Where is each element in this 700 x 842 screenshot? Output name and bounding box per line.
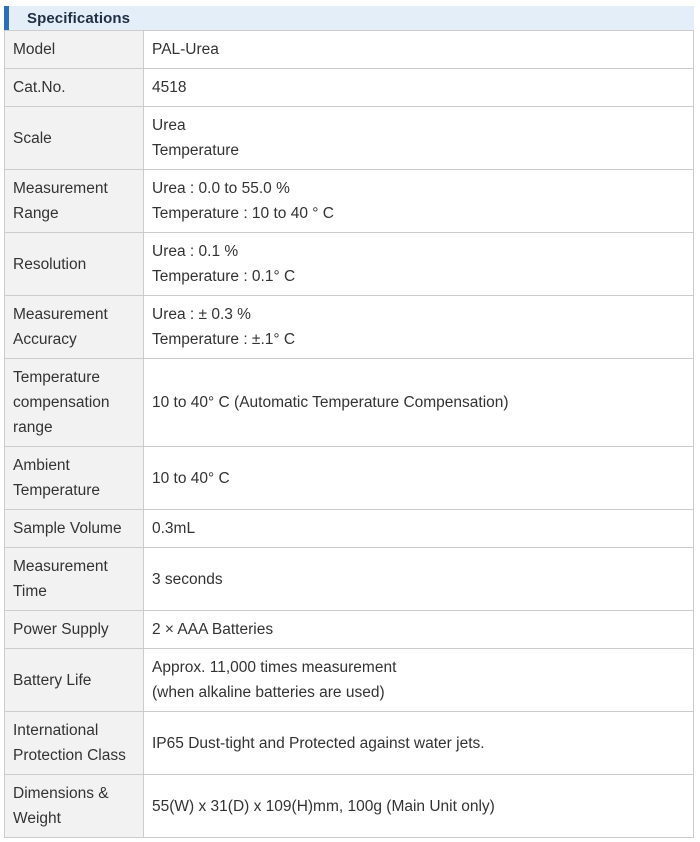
- spec-label-line: Measurement: [13, 180, 108, 197]
- spec-label: [5, 233, 144, 296]
- spec-value: [144, 31, 694, 69]
- spec-label: [5, 69, 144, 107]
- spec-row: [5, 170, 694, 233]
- spec-row: [5, 548, 694, 611]
- spec-label-line: Ambient: [13, 457, 70, 474]
- spec-value-line: 4518: [152, 79, 187, 96]
- spec-label-line: Range: [13, 205, 59, 222]
- spec-value-line: 10 to 40° C: [152, 469, 230, 487]
- spec-value-line: Temperature: [152, 142, 240, 159]
- spec-value-line: PAL-Urea: [152, 41, 219, 58]
- spec-label-line: International: [13, 722, 99, 739]
- spec-value: [144, 775, 694, 838]
- spec-row: [5, 712, 694, 775]
- spec-label-line: Weight: [13, 810, 61, 827]
- spec-value: [144, 447, 694, 510]
- spec-label-line: Measurement: [13, 306, 108, 323]
- spec-value-line: Urea : 0.1 %: [152, 243, 239, 260]
- spec-row: [5, 296, 694, 359]
- spec-value: [144, 649, 694, 712]
- spec-row: [5, 649, 694, 712]
- spec-value-line: Urea : 0.0 to 55.0 %: [152, 180, 290, 197]
- spec-label: [5, 31, 144, 69]
- spec-label: [5, 296, 144, 359]
- spec-value-line: 0.3mL: [152, 520, 196, 537]
- spec-label: [5, 447, 144, 510]
- spec-label-line: Dimensions &: [13, 785, 109, 802]
- spec-label: [5, 775, 144, 838]
- spec-row: [5, 510, 694, 548]
- section-header: [4, 6, 694, 30]
- spec-row: [5, 447, 694, 510]
- specifications-table: [4, 30, 694, 838]
- spec-value: [144, 712, 694, 775]
- spec-label-line: Scale: [13, 129, 52, 147]
- spec-value-line: Urea : ± 0.3 %: [152, 306, 251, 323]
- spec-label: [5, 170, 144, 233]
- spec-label: [5, 359, 144, 447]
- spec-label-line: Protection Class: [13, 747, 126, 764]
- spec-value: [144, 296, 694, 359]
- spec-label-line: Model: [13, 41, 56, 58]
- spec-label: [5, 107, 144, 170]
- spec-value-line: 55(W) x 31(D) x 109(H)mm, 100g (Main Unit only): [152, 797, 495, 815]
- spec-row: [5, 233, 694, 296]
- spec-label: [5, 712, 144, 775]
- spec-value-line: IP65 Dust-tight and Protected against water jets.: [152, 734, 485, 752]
- spec-row: [5, 69, 694, 107]
- spec-value-line: 2 × AAA Batteries: [152, 621, 274, 638]
- spec-value: [144, 69, 694, 107]
- spec-label-line: range: [13, 419, 53, 436]
- spec-value: [144, 107, 694, 170]
- spec-value: [144, 510, 694, 548]
- spec-row: [5, 107, 694, 170]
- spec-label: [5, 510, 144, 548]
- spec-row: [5, 611, 694, 649]
- spec-label-line: Temperature: [13, 482, 101, 499]
- spec-value-line: (when alkaline batteries are used): [152, 684, 385, 701]
- spec-label-line: Cat.No.: [13, 79, 66, 96]
- spec-row: [5, 31, 694, 69]
- spec-label-line: Resolution: [13, 255, 87, 273]
- spec-value-line: 3 seconds: [152, 570, 223, 588]
- spec-value: [144, 548, 694, 611]
- spec-label-line: Accuracy: [13, 331, 77, 348]
- spec-label: [5, 611, 144, 649]
- spec-label-line: Measurement: [13, 558, 108, 575]
- spec-label-line: Battery Life: [13, 671, 92, 689]
- spec-label-line: Sample Volume: [13, 520, 122, 537]
- spec-label-line: Power Supply: [13, 621, 109, 638]
- spec-value: [144, 611, 694, 649]
- spec-row: [5, 359, 694, 447]
- specifications-table-body: [5, 31, 694, 838]
- spec-label-line: Temperature: [13, 369, 101, 386]
- spec-value-line: Urea: [152, 117, 186, 134]
- spec-value-line: Approx. 11,000 times measurement: [152, 659, 397, 676]
- spec-label: [5, 548, 144, 611]
- spec-label-line: compensation: [13, 394, 110, 411]
- section-title: Specifications: [27, 9, 131, 27]
- spec-value: [144, 233, 694, 296]
- spec-value-line: Temperature : 10 to 40 ° C: [152, 205, 334, 222]
- spec-value-line: 10 to 40° C (Automatic Temperature Compensation): [152, 394, 509, 411]
- spec-label-line: Time: [13, 583, 47, 600]
- spec-row: [5, 775, 694, 838]
- spec-label: [5, 649, 144, 712]
- spec-value-line: Temperature : ±.1° C: [152, 331, 296, 348]
- spec-value-line: Temperature : 0.1° C: [152, 268, 296, 285]
- spec-value: [144, 170, 694, 233]
- spec-value: [144, 359, 694, 447]
